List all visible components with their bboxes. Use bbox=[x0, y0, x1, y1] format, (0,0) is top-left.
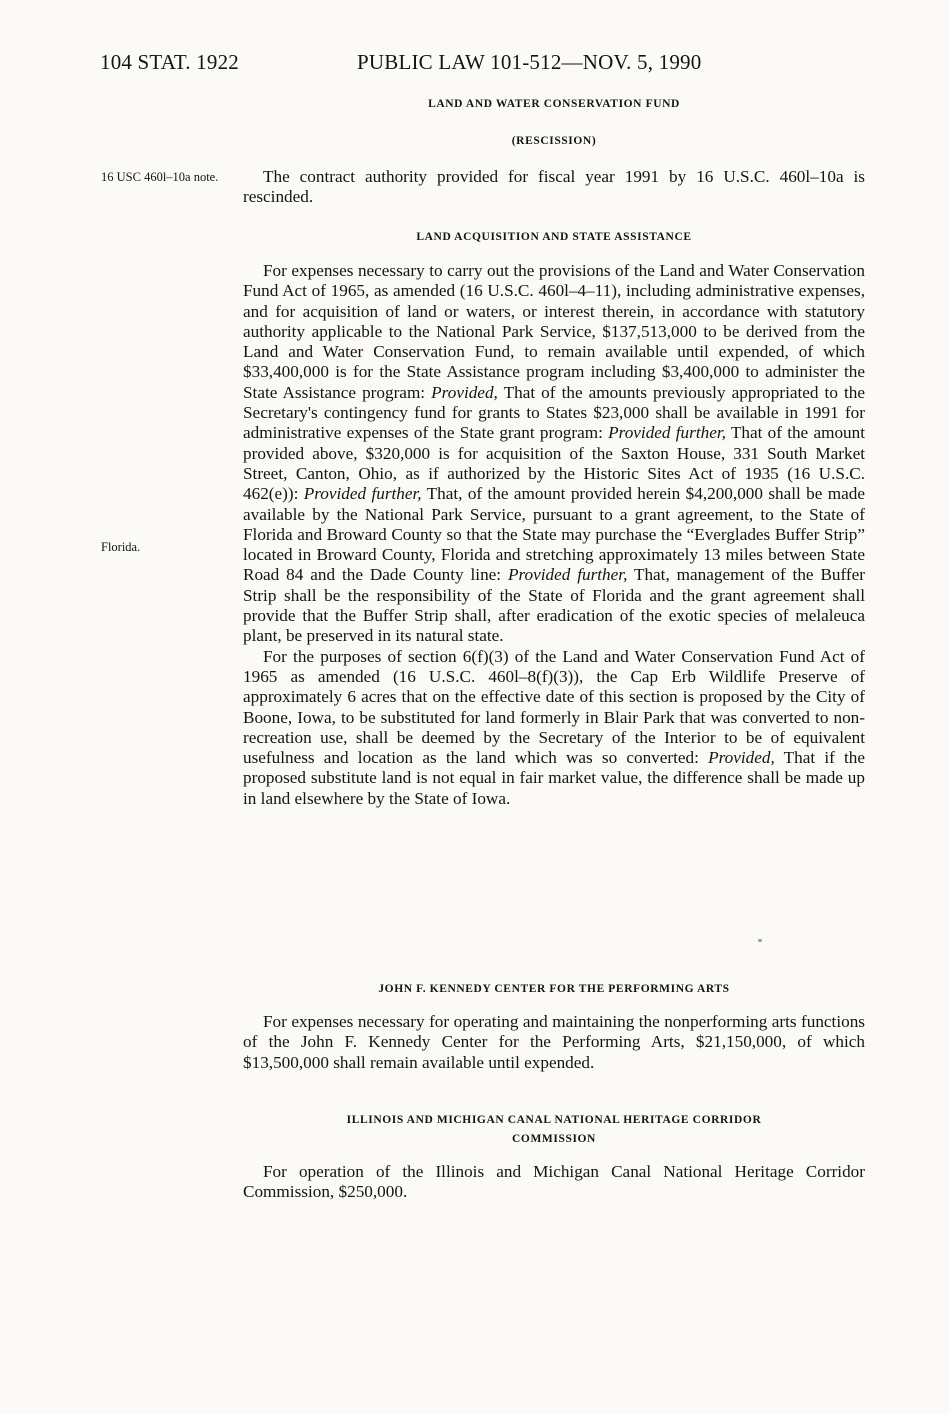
text-run: That if the proposed substitute land is not equal in fair market value, the difference shall be made up in land elsewhere by the State of Iowa. bbox=[243, 748, 865, 808]
proviso-italic: Provided, bbox=[431, 382, 498, 402]
public-law-title: PUBLIC LAW 101-512—NOV. 5, 1990 bbox=[357, 50, 702, 74]
kennedy-center-paragraph: For expenses necessary for operating and maintaining the nonperforming arts functions of the John F. Kennedy Center for the Performing Arts, $21,150,000, of which $13,500,000 shall remain available until expended. bbox=[243, 1012, 865, 1072]
text-run: That of the amounts previously appropriated to the Secretary's contingency fund for grants to States $23,000 shall be available in 1991 for administrative expenses of the State grant program: bbox=[243, 382, 865, 443]
land-acquisition-paragraph-1 bbox=[243, 261, 865, 647]
proviso-italic: Provided further, bbox=[608, 423, 726, 443]
illinois-michigan-text bbox=[243, 1162, 865, 1203]
rescission-paragraph: The contract authority provided for fiscal year 1991 by 16 U.S.C. 460l–10a is rescinded. bbox=[243, 167, 865, 207]
section-heading-illinois-michigan-line2: COMMISSION bbox=[512, 1133, 596, 1145]
text-run: That, management of the Buffer Strip shall be the responsibility of the State of Florida and the grant agreement shall provide that the Buffer Strip shall, after eradication of the exotic species of melaleuca plant, be preserved in its natural state. bbox=[243, 565, 865, 646]
kennedy-center-text bbox=[243, 1012, 865, 1073]
land-acquisition-paragraph-2 bbox=[243, 647, 865, 809]
land-acquisition-text bbox=[243, 261, 865, 809]
rescission-text bbox=[243, 167, 865, 208]
section-subheading-rescission: (RESCISSION) bbox=[511, 135, 597, 147]
text-run: That, of the amount provided herein $4,200,000 shall be made available by the National Park Service, pursuant to a grant agreement, to the State of Florida and Broward County so that the State may purchase the “Everglades Buffer Strip” located in Broward County, Florida and stretching approximately 13 miles between State Road 84 and the Dade County line: bbox=[243, 484, 865, 585]
section-heading-illinois-michigan-line1: ILLINOIS AND MICHIGAN CANAL NATIONAL HERITAGE CORRIDOR bbox=[346, 1114, 762, 1126]
section-heading-land-acquisition: LAND ACQUISITION AND STATE ASSISTANCE bbox=[416, 231, 692, 243]
proviso-italic: Provided, bbox=[708, 748, 775, 768]
stat-page-number: 104 STAT. 1922 bbox=[100, 50, 239, 74]
scan-speck bbox=[758, 939, 762, 942]
text-run: For expenses necessary to carry out the provisions of the Land and Water Conservation Fund Act of 1965, as amended (16 U.S.C. 460l–4–11), including administrative expenses, and for acquisition of land or waters, or interest therein, in accordance with statutory authority applicable to the National Park Service, $137,513,000 to be derived from the Land and Water Conservation Fund, to remain available until expended, of which $33,400,000 is for the State Assistance program including $3,400,000 to administer the State Assistance program: bbox=[243, 261, 865, 402]
text-run: For the purposes of section 6(f)(3) of the Land and Water Conservation Fund Act of 1965 as amended (16 U.S.C. 460l–8(f)(3)), the Cap Erb Wildlife Preserve of approximately 6 acres that on the effective date of this section is proposed by the City of Boone, Iowa, to be substituted for land formerly in Blair Park that was converted to non-recreation use, shall be deemed by the Secretary of the Interior to be of equivalent usefulness and location as the land which was so converted: bbox=[243, 646, 865, 768]
margin-note-usc: 16 USC 460l–10a note. bbox=[101, 170, 219, 184]
proviso-italic: Provided further, bbox=[303, 484, 422, 504]
section-heading-kennedy-center: JOHN F. KENNEDY CENTER FOR THE PERFORMING ARTS bbox=[378, 983, 730, 995]
proviso-italic: Provided further, bbox=[507, 565, 628, 585]
section-heading-lwcf: LAND AND WATER CONSERVATION FUND bbox=[428, 98, 680, 110]
text-run: That of the amount provided above, $320,000 is for acquisition of the Saxton House, 331 South Market Street, Canton, Ohio, as if authorized by the Historic Sites Act of 1935 (16 U.S.C. 462(e)): bbox=[243, 423, 865, 504]
margin-note-florida: Florida. bbox=[101, 540, 141, 554]
illinois-michigan-paragraph: For operation of the Illinois and Michigan Canal National Heritage Corridor Commission, $250,000. bbox=[243, 1162, 865, 1202]
